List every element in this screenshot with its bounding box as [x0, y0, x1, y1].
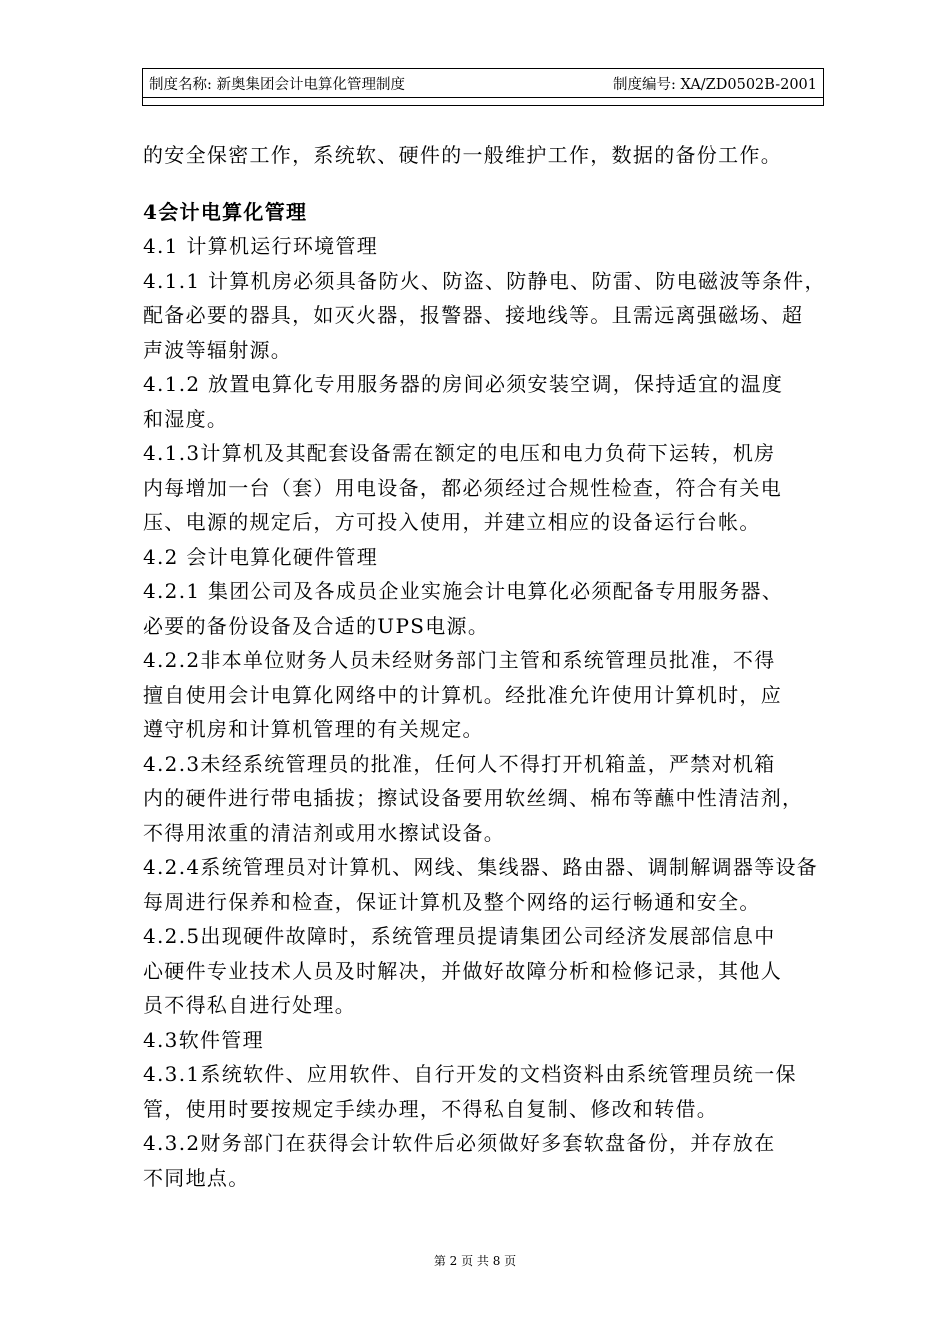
section-spacer	[143, 173, 843, 195]
body-line: 内的硬件进行带电插拔；擦试设备要用软丝绸、棉布等蘸中性清洁剂，	[143, 786, 804, 810]
subsection-heading: 4.1 计算机运行环境管理	[143, 234, 379, 258]
body-line: 4.1.1 计算机房必须具备防火、防盗、防静电、防雷、防电磁波等条件，	[143, 268, 826, 293]
body-line: 声波等辐射源。	[143, 337, 293, 362]
body-line: 必要的备份设备及合适的UPS电源。	[143, 613, 490, 638]
body-line: 4.1.2 放置电算化专用服务器的房间必须安装空调，保持适宜的温度	[143, 372, 784, 396]
page-header	[142, 68, 824, 98]
body-line: 4.3.2财务部门在获得会计软件后必须做好多套软盘备份，并存放在	[143, 1131, 776, 1155]
body-line: 每周进行保养和检查，保证计算机及整个网络的运行畅通和安全。	[143, 889, 761, 914]
body-line: 不同地点。	[143, 1165, 250, 1190]
body-line: 4.3.1系统软件、应用软件、自行开发的文档资料由系统管理员统一保	[143, 1062, 797, 1086]
body-line: 内每增加一台（套）用电设备，都必须经过合规性检查，符合有关电	[143, 475, 782, 500]
body-line: 的安全保密工作，系统软、硬件的一般维护工作，数据的备份工作。	[143, 143, 782, 167]
body-line: 不得用浓重的清洁剂或用水擦试设备。	[143, 820, 506, 845]
body-line: 和湿度。	[143, 406, 229, 431]
document-code: 制度编号: XA/ZD0502B-2001	[613, 77, 817, 93]
body-line: 压、电源的规定后，方可投入使用，并建立相应的设备运行台帐。	[143, 510, 761, 534]
document-body	[143, 138, 843, 1195]
body-line: 遵守机房和计算机管理的有关规定。	[143, 717, 484, 741]
section-heading: 4会计电算化管理	[143, 199, 308, 224]
body-line: 心硬件专业技术人员及时解决，并做好故障分析和检修记录，其他人	[143, 958, 782, 983]
body-line: 4.2.4系统管理员对计算机、网线、集线器、路由器、调制解调器等设备	[143, 855, 819, 879]
subsection-heading: 4.2 会计电算化硬件管理	[143, 544, 379, 569]
header-rule	[142, 97, 824, 106]
body-line: 员不得私自进行处理。	[143, 993, 356, 1017]
body-line: 4.2.2非本单位财务人员未经财务部门主管和系统管理员批准，不得	[143, 648, 776, 672]
body-line: 管，使用时要按规定手续办理，不得私自复制、修改和转借。	[143, 1096, 719, 1121]
body-line: 4.2.1 集团公司及各成员企业实施会计电算化必须配备专用服务器、	[143, 579, 784, 603]
page-footer: 第 2 页 共 8 页	[433, 1254, 517, 1268]
body-line: 擅自使用会计电算化网络中的计算机。经批准允许使用计算机时，应	[143, 682, 782, 707]
subsection-heading: 4.3软件管理	[143, 1027, 264, 1052]
body-line: 配备必要的器具，如灭火器，报警器、接地线等。且需远离强磁场、超	[143, 303, 804, 327]
body-line: 4.1.3计算机及其配套设备需在额定的电压和电力负荷下运转，机房	[143, 441, 776, 465]
document-title: 制度名称: 新奥集团会计电算化管理制度	[149, 77, 405, 93]
body-line: 4.2.5出现硬件故障时，系统管理员提请集团公司经济发展部信息中	[143, 924, 776, 948]
body-line: 4.2.3未经系统管理员的批准，任何人不得打开机箱盖，严禁对机箱	[143, 751, 776, 776]
